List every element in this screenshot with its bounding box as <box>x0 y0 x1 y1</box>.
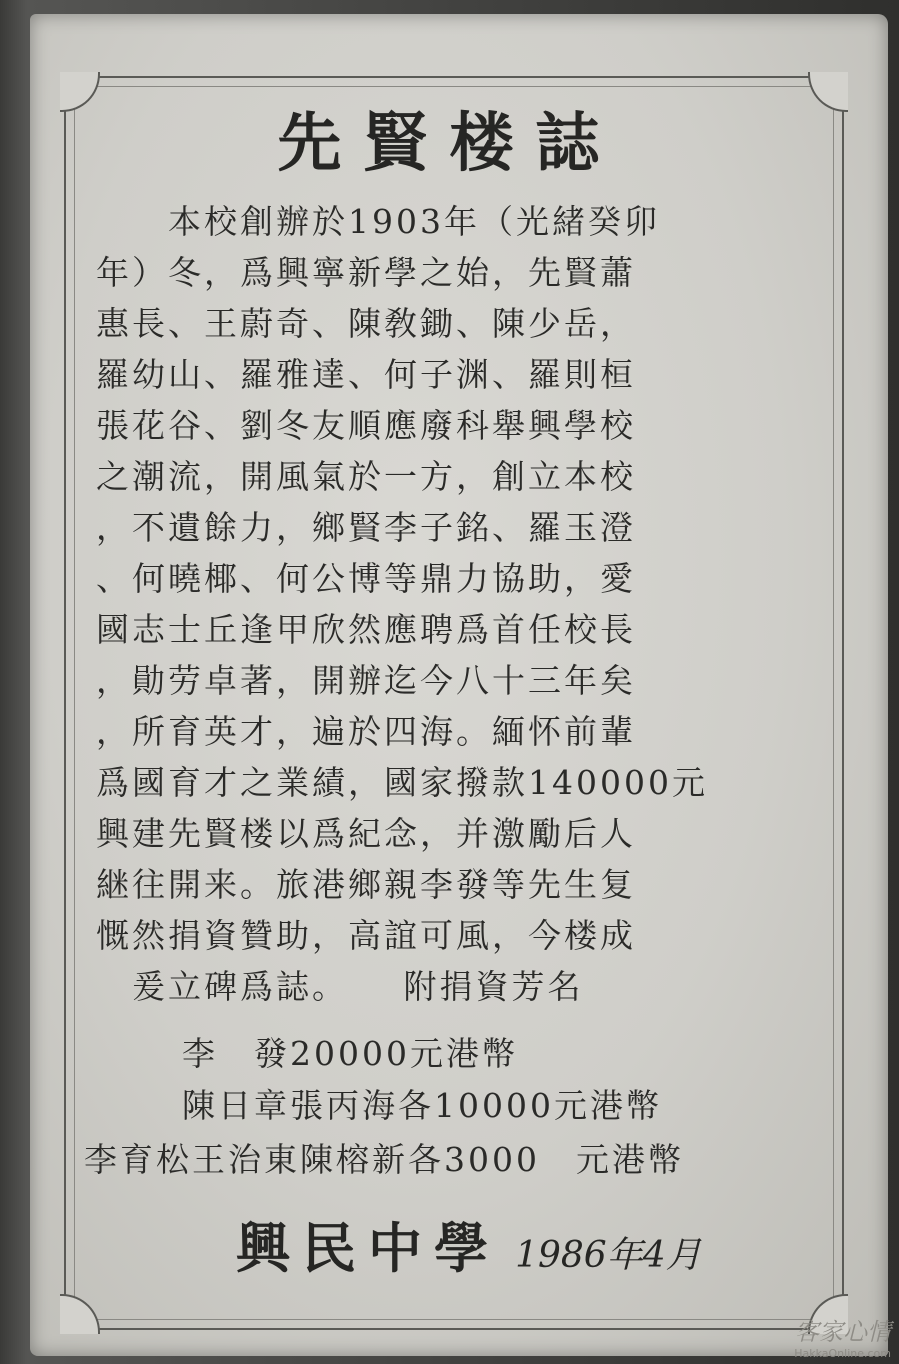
inscription-line: 國志士丘逢甲欣然應聘爲首任校長 <box>96 610 636 649</box>
signature-block <box>236 1206 702 1283</box>
inscription-line: ，不遺餘力，鄉賢李子銘、羅玉澄 <box>96 508 636 547</box>
watermark-name: 客家心情 <box>795 1318 891 1346</box>
inscription-line: 継往開来。旅港鄉親李發等先生复 <box>96 865 636 904</box>
inscription-line: ，所育英才，遍於四海。緬怀前輩 <box>96 712 636 751</box>
inscription-line: 之潮流，開風氣於一方，創立本校 <box>96 457 636 496</box>
inscription-date: 1986年4月 <box>515 1235 702 1276</box>
donor-line: 李 發20000元港幣 <box>182 1034 518 1073</box>
inscription-line: 爰立碑爲誌。 附捐資芳名 <box>96 967 584 1006</box>
inscription-line: 興建先賢楼以爲紀念，并激勵后人 <box>96 814 636 853</box>
inscription-title: 先賢楼誌 <box>277 106 622 181</box>
site-watermark <box>794 1312 891 1360</box>
inscription-line: 年）冬，爲興寧新學之始，先賢蕭 <box>96 253 636 292</box>
inscription-line: ，勛劳卓著，開辦迄今八十三年矣 <box>96 661 636 700</box>
inscription-line: 羅幼山、羅雅達、何子渊、羅則桓 <box>96 355 636 394</box>
inscription-line: 惠長、王蔚奇、陳敎鋤、陳少岳， <box>96 304 636 343</box>
inscription-line: 本校創辦於1903年（光緒癸卯 <box>96 202 660 241</box>
school-name: 興民中學 <box>236 1216 500 1280</box>
donor-line: 陳日章張丙海各10000元港幣 <box>182 1086 662 1125</box>
inscription-line: 張花谷、劉冬友順應廢科舉興學校 <box>96 406 636 445</box>
inscription-line: 慨然捐資贊助，高誼可風，今楼成 <box>96 916 636 955</box>
inscription-line: 、何曉椰、何公博等鼎力協助，愛 <box>96 559 636 598</box>
donor-line: 李育松王治東陳榕新各3000 元港幣 <box>84 1140 684 1179</box>
watermark-url: HakkaOnline.com <box>794 1347 891 1360</box>
inscription-body <box>96 196 836 1012</box>
inscription-line: 爲國育才之業績，國家撥款140000元 <box>96 763 708 802</box>
